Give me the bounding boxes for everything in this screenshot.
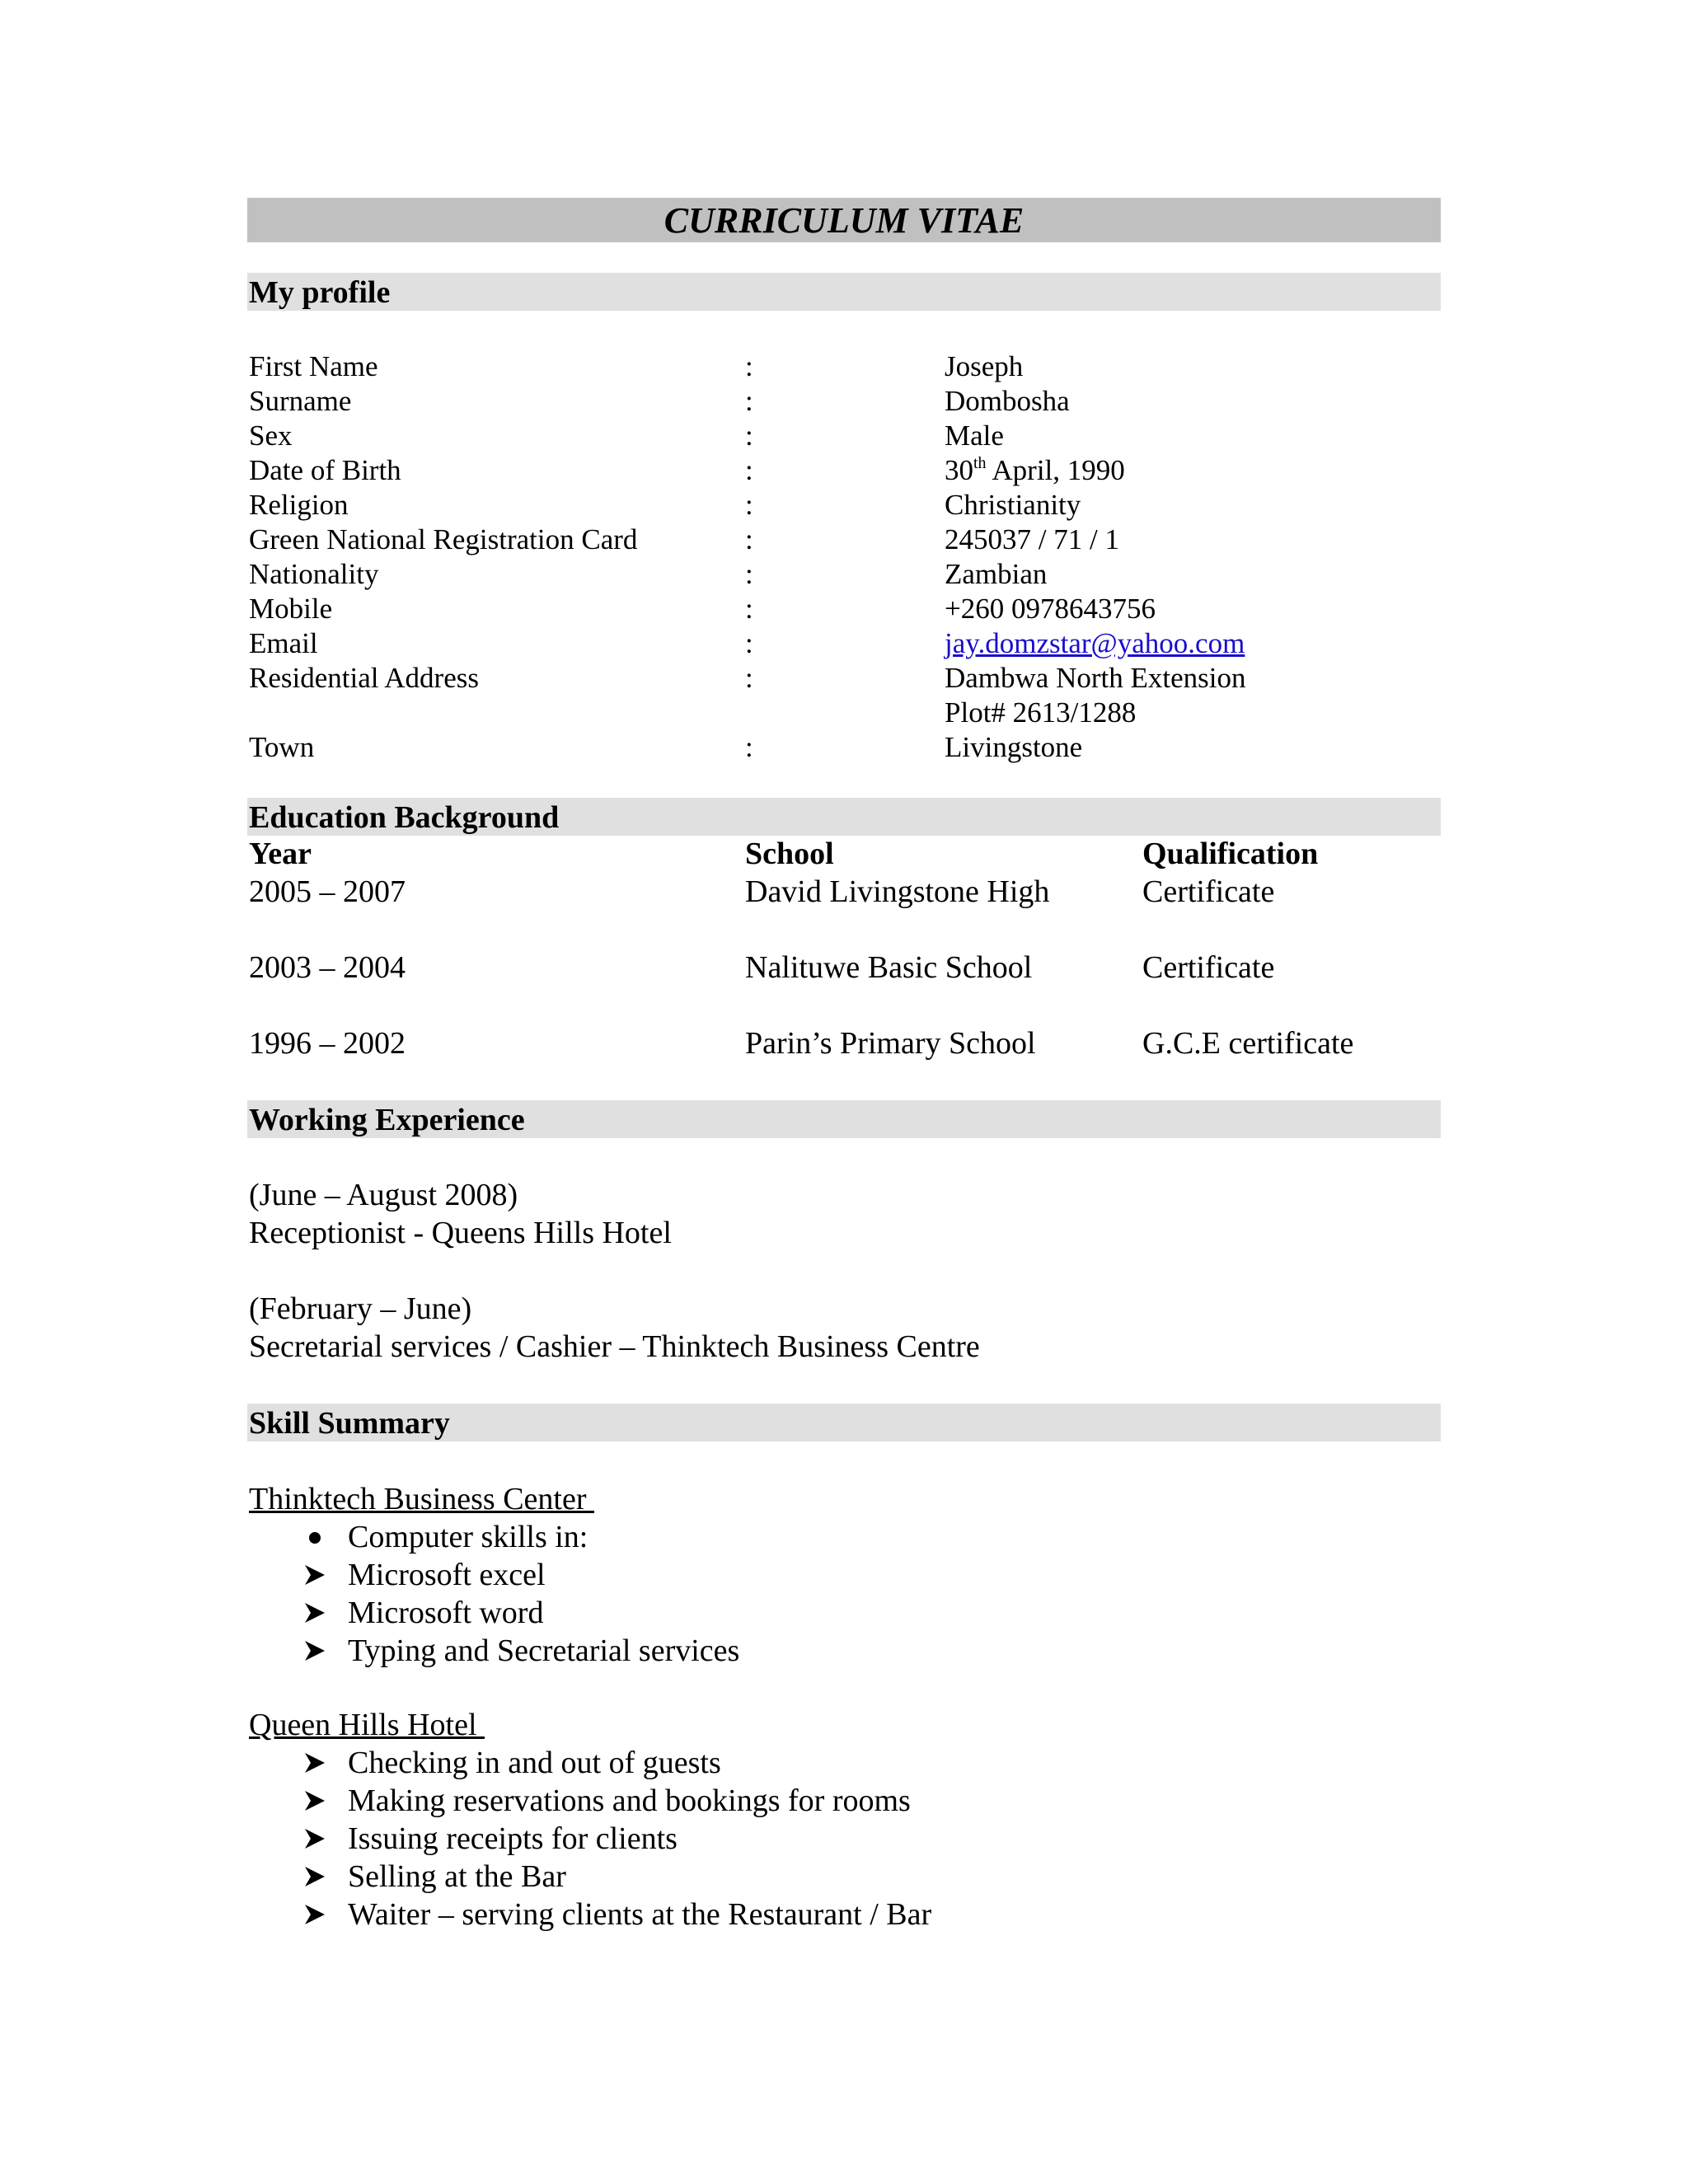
profile-separator: : bbox=[745, 454, 753, 486]
profile-value-dob bbox=[945, 453, 1125, 488]
skill-item bbox=[0, 1632, 1688, 1670]
profile-label: Religion bbox=[249, 489, 349, 521]
cv-title: CURRICULUM VITAE bbox=[247, 198, 1441, 242]
profile-label: Mobile bbox=[249, 593, 333, 625]
education-row bbox=[0, 873, 1688, 911]
profile-label: Green National Registration Card bbox=[249, 523, 638, 555]
profile-label: Nationality bbox=[249, 558, 379, 590]
education-qualification: Certificate bbox=[1142, 950, 1275, 985]
profile-value: Dambwa North Extension bbox=[945, 662, 1246, 694]
arrow-bullet-icon bbox=[298, 1896, 331, 1933]
experience-heading-text: Working Experience bbox=[249, 1103, 525, 1137]
dob-day: 30 bbox=[945, 454, 973, 486]
arrow-bullet-icon bbox=[298, 1782, 331, 1820]
skill-item bbox=[0, 1896, 1688, 1933]
education-school: David Livingstone High bbox=[745, 874, 1050, 909]
column-header-school: School bbox=[745, 837, 834, 871]
skill-text: Selling at the Bar bbox=[348, 1859, 566, 1894]
arrow-bullet-icon bbox=[298, 1632, 331, 1670]
profile-value: Christianity bbox=[945, 489, 1081, 521]
profile-heading-text: My profile bbox=[249, 275, 391, 310]
profile-value: +260 0978643756 bbox=[945, 593, 1156, 625]
dob-day-suffix: th bbox=[973, 454, 987, 472]
profile-row-first-name bbox=[0, 349, 1688, 384]
education-school: Nalituwe Basic School bbox=[745, 950, 1033, 985]
education-heading-text: Education Background bbox=[249, 800, 560, 835]
skill-text: Typing and Secretarial services bbox=[348, 1633, 740, 1668]
profile-label: First Name bbox=[249, 350, 378, 382]
profile-row-nationality bbox=[0, 557, 1688, 592]
profile-separator: : bbox=[745, 350, 753, 382]
profile-label: Email bbox=[249, 627, 318, 659]
arrow-bullet-icon bbox=[298, 1820, 331, 1858]
profile-separator: : bbox=[745, 627, 753, 659]
profile-separator: : bbox=[745, 558, 753, 590]
skill-intro-text: Computer skills in: bbox=[348, 1520, 588, 1554]
skill-text: Issuing receipts for clients bbox=[348, 1821, 678, 1856]
profile-separator: : bbox=[745, 523, 753, 555]
profile-row-surname bbox=[0, 384, 1688, 419]
profile-separator: : bbox=[745, 419, 753, 452]
profile-label: Sex bbox=[249, 419, 293, 452]
profile-separator: : bbox=[745, 593, 753, 625]
profile-row-religion bbox=[0, 488, 1688, 523]
profile-row-mobile bbox=[0, 592, 1688, 626]
skill-text: Microsoft excel bbox=[348, 1558, 546, 1592]
education-school: Parin’s Primary School bbox=[745, 1026, 1036, 1061]
profile-label: Town bbox=[249, 731, 315, 763]
profile-row-sex bbox=[0, 419, 1688, 453]
profile-value: Male bbox=[945, 419, 1004, 452]
skills-heading-text: Skill Summary bbox=[249, 1406, 450, 1441]
profile-separator: : bbox=[745, 489, 753, 521]
profile-row-nrc bbox=[0, 523, 1688, 557]
education-header-row bbox=[0, 835, 1688, 873]
education-qualification: G.C.E certificate bbox=[1142, 1026, 1354, 1061]
education-heading bbox=[247, 798, 1441, 836]
arrow-bullet-icon bbox=[298, 1858, 331, 1896]
education-year: 2003 – 2004 bbox=[249, 950, 406, 985]
skill-item bbox=[0, 1744, 1688, 1782]
experience-role: Secretarial services / Cashier – Thinktech Business Centre bbox=[249, 1329, 980, 1364]
arrow-bullet-icon bbox=[298, 1556, 331, 1594]
education-row bbox=[0, 1024, 1688, 1062]
skill-item bbox=[0, 1556, 1688, 1594]
experience-heading bbox=[247, 1100, 1441, 1138]
skill-text: Waiter – serving clients at the Restaurant / Bar bbox=[348, 1897, 932, 1932]
profile-value: Zambian bbox=[945, 558, 1048, 590]
skill-text: Making reservations and bookings for rooms bbox=[348, 1783, 911, 1818]
profile-value-line2: Plot# 2613/1288 bbox=[945, 696, 1137, 729]
profile-separator: : bbox=[745, 662, 753, 694]
arrow-bullet-icon bbox=[298, 1744, 331, 1782]
skill-item bbox=[0, 1820, 1688, 1858]
profile-value: 245037 / 71 / 1 bbox=[945, 523, 1119, 555]
skill-item bbox=[0, 1782, 1688, 1820]
profile-separator: : bbox=[745, 731, 753, 763]
profile-heading bbox=[247, 273, 1441, 311]
dob-rest: April, 1990 bbox=[986, 454, 1125, 486]
column-header-year: Year bbox=[249, 837, 312, 871]
skills-heading bbox=[247, 1404, 1441, 1441]
email-link[interactable]: jay.domzstar@yahoo.com bbox=[945, 627, 1245, 659]
skill-text: Checking in and out of guests bbox=[348, 1746, 721, 1780]
education-year: 1996 – 2002 bbox=[249, 1026, 406, 1061]
skill-item bbox=[0, 1594, 1688, 1632]
skill-group-title: Queen Hills Hotel bbox=[249, 1708, 485, 1742]
profile-row-email bbox=[0, 626, 1688, 661]
experience-period: (June – August 2008) bbox=[249, 1178, 518, 1212]
skill-intro-item bbox=[0, 1518, 1688, 1556]
bullet-dot-icon bbox=[298, 1518, 331, 1556]
column-header-qualification: Qualification bbox=[1142, 837, 1319, 871]
profile-label: Date of Birth bbox=[249, 454, 401, 486]
profile-value: Dombosha bbox=[945, 385, 1070, 417]
arrow-bullet-icon bbox=[298, 1594, 331, 1632]
profile-separator: : bbox=[745, 385, 753, 417]
education-qualification: Certificate bbox=[1142, 874, 1275, 909]
profile-value: Joseph bbox=[945, 350, 1024, 382]
profile-row-date-of-birth bbox=[0, 453, 1688, 488]
skill-group-title: Thinktech Business Center bbox=[249, 1482, 594, 1516]
profile-value: Livingstone bbox=[945, 731, 1083, 763]
profile-label: Residential Address bbox=[249, 662, 479, 694]
profile-row-address-line2 bbox=[0, 696, 1688, 730]
profile-row-town bbox=[0, 730, 1688, 765]
profile-row-address bbox=[0, 661, 1688, 696]
education-year: 2005 – 2007 bbox=[249, 874, 406, 909]
profile-label: Surname bbox=[249, 385, 352, 417]
skill-text: Microsoft word bbox=[348, 1596, 544, 1630]
skill-item bbox=[0, 1858, 1688, 1896]
experience-period: (February – June) bbox=[249, 1291, 472, 1326]
experience-role: Receptionist - Queens Hills Hotel bbox=[249, 1216, 672, 1250]
education-row bbox=[0, 949, 1688, 987]
